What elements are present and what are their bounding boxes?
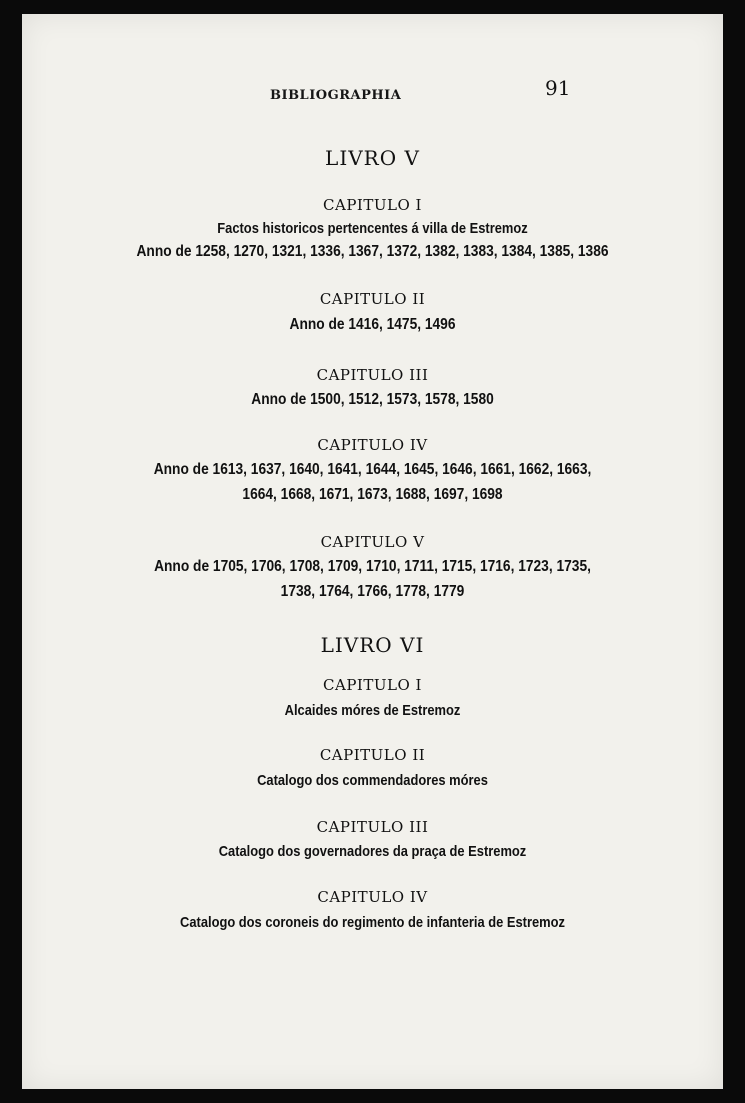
- chapter-heading: CAPITULO III: [316, 366, 429, 384]
- book-title-livro-v: LIVRO V: [325, 146, 420, 170]
- chapter-years: Anno de 1705, 1706, 1708, 1709, 1710, 1711, 1715, 1716, 1723, 1735,: [154, 558, 591, 575]
- chapter-subtitle: Factos historicos pertencentes á villa de Estremoz: [217, 220, 528, 237]
- chapter-years: Anno de 1258, 1270, 1321, 1336, 1367, 1372, 1382, 1383, 1384, 1385, 1386: [136, 243, 609, 260]
- chapter-heading: CAPITULO II: [319, 746, 426, 764]
- chapter-heading: CAPITULO IV: [317, 436, 428, 454]
- chapter-heading: CAPITULO I: [323, 676, 422, 694]
- chapter-heading: CAPITULO IV: [317, 888, 428, 906]
- chapter-heading: CAPITULO III: [316, 818, 429, 836]
- chapter-years: 1738, 1764, 1766, 1778, 1779: [280, 583, 465, 600]
- page-number: 91: [545, 76, 571, 100]
- chapter-years: Anno de 1500, 1512, 1573, 1578, 1580: [251, 391, 494, 408]
- chapter-years: Anno de 1416, 1475, 1496: [289, 316, 456, 333]
- book-title-livro-vi: LIVRO VI: [320, 633, 425, 657]
- chapter-subtitle: Catalogo dos commendadores móres: [257, 772, 488, 789]
- chapter-years: 1664, 1668, 1671, 1673, 1688, 1697, 1698: [242, 486, 503, 503]
- chapter-subtitle: Catalogo dos governadores da praça de Estremoz: [218, 843, 527, 860]
- running-title: BIBLIOGRAPHIA: [270, 88, 402, 103]
- chapter-subtitle: Alcaides móres de Estremoz: [284, 702, 461, 719]
- chapter-subtitle: Catalogo dos coroneis do regimento de infanteria de Estremoz: [180, 914, 565, 931]
- chapter-years: Anno de 1613, 1637, 1640, 1641, 1644, 1645, 1646, 1661, 1662, 1663,: [153, 461, 592, 478]
- chapter-heading: CAPITULO V: [320, 533, 425, 551]
- chapter-heading: CAPITULO II: [319, 290, 426, 308]
- chapter-heading: CAPITULO I: [323, 196, 422, 214]
